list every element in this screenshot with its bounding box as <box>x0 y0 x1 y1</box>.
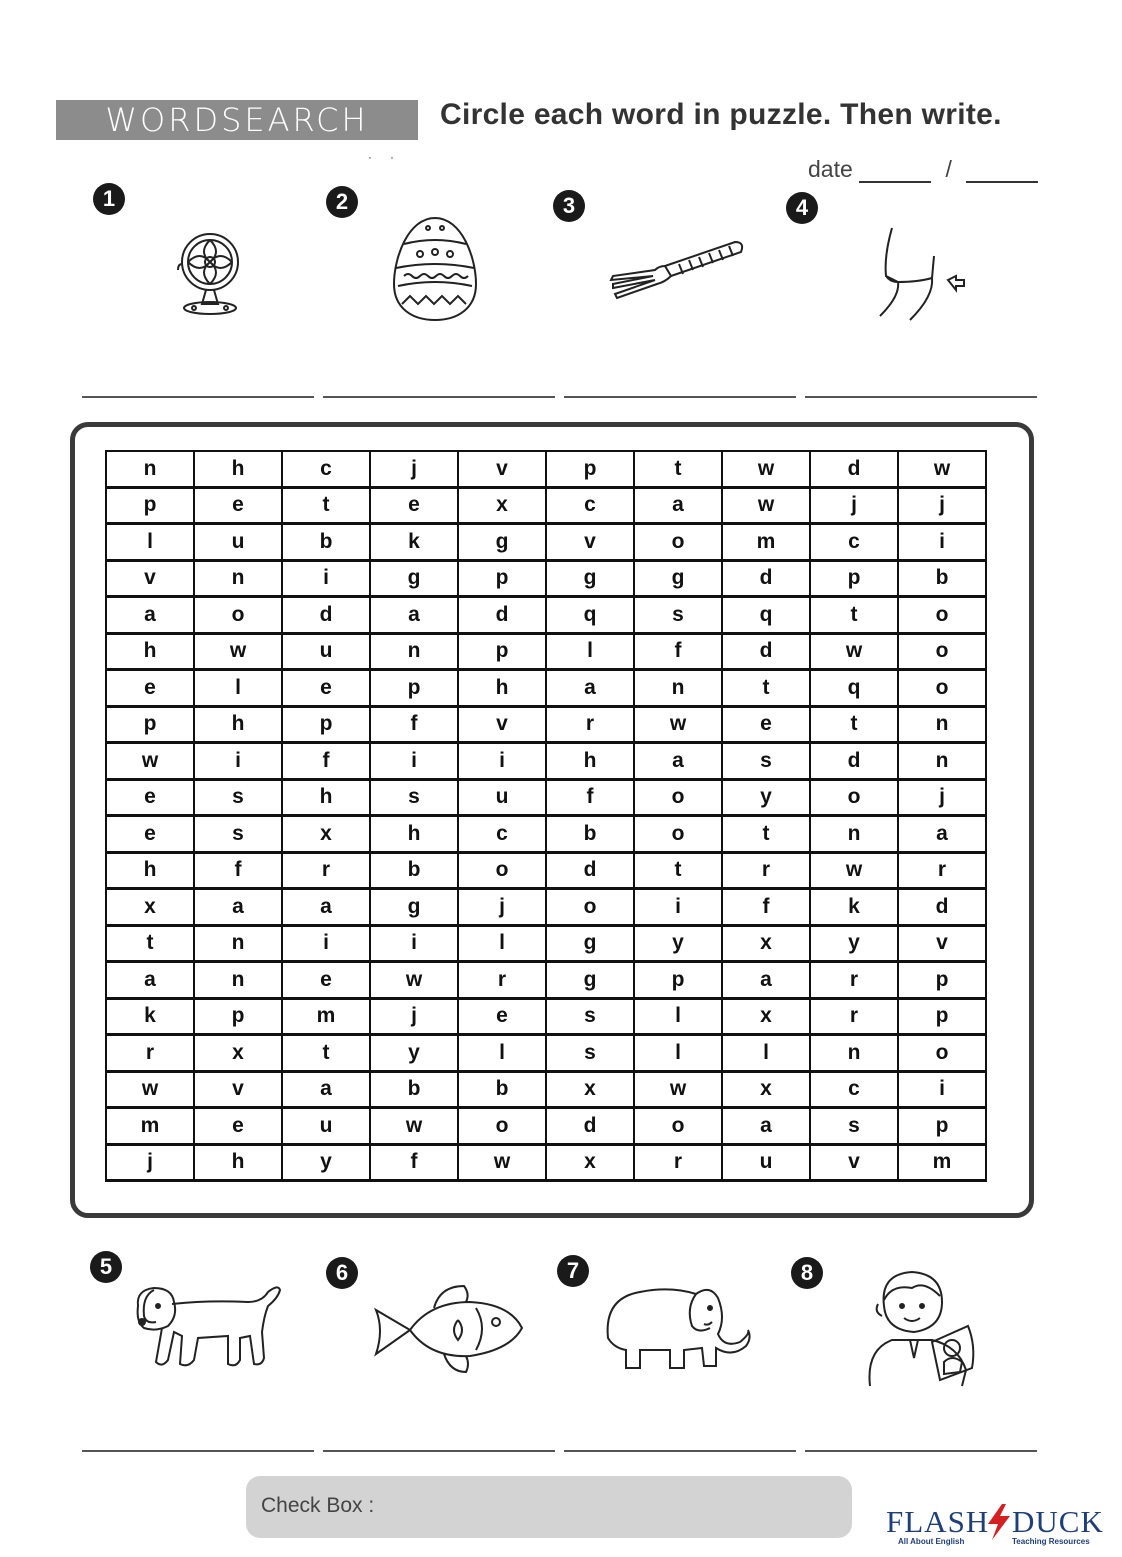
grid-cell[interactable]: o <box>634 816 722 853</box>
grid-row <box>106 487 986 524</box>
grid-cell[interactable]: g <box>370 560 458 597</box>
check-box-label: Check Box : <box>261 1494 375 1517</box>
answer-line-2[interactable] <box>323 396 555 398</box>
grid-cell[interactable]: f <box>546 779 634 816</box>
grid-cell[interactable]: d <box>282 597 370 634</box>
grid-cell[interactable]: h <box>194 1144 282 1181</box>
grid-cell[interactable]: h <box>458 670 546 707</box>
grid-cell[interactable]: y <box>282 1144 370 1181</box>
grid-cell[interactable]: p <box>106 706 194 743</box>
grid-cell[interactable]: n <box>898 743 986 780</box>
grid-cell[interactable]: i <box>898 1071 986 1108</box>
grid-cell[interactable]: x <box>194 1035 282 1072</box>
grid-row <box>106 779 986 816</box>
grid-cell[interactable]: g <box>370 889 458 926</box>
easter-egg-icon <box>390 214 480 324</box>
grid-cell[interactable]: w <box>810 852 898 889</box>
grid-cell[interactable]: w <box>458 1144 546 1181</box>
date-separator: / <box>945 156 952 182</box>
grid-cell[interactable]: a <box>370 597 458 634</box>
grid-cell[interactable]: x <box>106 889 194 926</box>
grid-cell[interactable]: s <box>546 1035 634 1072</box>
grid-cell[interactable]: x <box>722 998 810 1035</box>
number-badge-6: 6 <box>326 1257 358 1289</box>
grid-cell[interactable]: n <box>194 925 282 962</box>
grid-cell[interactable]: n <box>194 560 282 597</box>
grid-cell[interactable]: n <box>898 706 986 743</box>
grid-cell[interactable]: i <box>194 743 282 780</box>
grid-cell[interactable]: s <box>194 816 282 853</box>
grid-cell[interactable]: d <box>458 597 546 634</box>
grid-cell[interactable]: q <box>722 597 810 634</box>
grid-cell[interactable]: e <box>194 1108 282 1145</box>
answer-line-8[interactable] <box>805 1450 1037 1452</box>
grid-cell[interactable]: v <box>458 451 546 487</box>
grid-cell[interactable]: s <box>194 779 282 816</box>
grid-cell[interactable]: h <box>370 816 458 853</box>
grid-cell[interactable]: v <box>194 1071 282 1108</box>
grid-cell[interactable]: o <box>546 889 634 926</box>
grid-cell[interactable]: p <box>458 560 546 597</box>
number-badge-1: 1 <box>93 183 125 215</box>
grid-cell[interactable]: p <box>810 560 898 597</box>
grid-cell[interactable]: f <box>282 743 370 780</box>
grid-row <box>106 451 986 487</box>
grid-cell[interactable]: x <box>546 1144 634 1181</box>
grid-cell[interactable]: m <box>722 524 810 561</box>
grid-cell[interactable]: e <box>282 962 370 999</box>
grid-cell[interactable]: u <box>194 524 282 561</box>
grid-row <box>106 597 986 634</box>
grid-cell[interactable]: t <box>634 852 722 889</box>
grid-cell[interactable]: v <box>458 706 546 743</box>
grid-cell[interactable]: k <box>106 998 194 1035</box>
grid-cell[interactable]: h <box>194 451 282 487</box>
grid-row <box>106 852 986 889</box>
grid-cell[interactable]: a <box>722 962 810 999</box>
answer-line-1[interactable] <box>82 396 314 398</box>
fan-icon <box>168 220 248 320</box>
grid-cell[interactable]: r <box>282 852 370 889</box>
grid-cell[interactable]: d <box>810 743 898 780</box>
grid-cell[interactable]: o <box>634 1108 722 1145</box>
grid-cell[interactable]: w <box>722 487 810 524</box>
grid-cell[interactable]: g <box>546 560 634 597</box>
grid-cell[interactable]: w <box>194 633 282 670</box>
grid-cell[interactable]: y <box>810 925 898 962</box>
grid-cell[interactable]: e <box>106 779 194 816</box>
grid-cell[interactable]: u <box>458 779 546 816</box>
brand-tagline-left: All About English <box>898 1537 965 1546</box>
grid-cell[interactable]: j <box>106 1144 194 1181</box>
grid-cell[interactable]: i <box>634 889 722 926</box>
brand-right-text: DUCK <box>1012 1504 1104 1539</box>
grid-cell[interactable]: n <box>106 451 194 487</box>
grid-cell[interactable]: p <box>634 962 722 999</box>
grid-cell[interactable]: l <box>194 670 282 707</box>
grid-cell[interactable]: e <box>458 998 546 1035</box>
grid-cell[interactable]: x <box>722 1071 810 1108</box>
grid-cell[interactable]: t <box>810 706 898 743</box>
grid-cell[interactable]: o <box>458 1108 546 1145</box>
grid-cell[interactable]: p <box>458 633 546 670</box>
grid-cell[interactable]: d <box>546 1108 634 1145</box>
grid-cell[interactable]: n <box>810 816 898 853</box>
grid-cell[interactable]: i <box>370 925 458 962</box>
number-badge-3: 3 <box>553 190 585 222</box>
grid-cell[interactable]: x <box>282 816 370 853</box>
grid-cell[interactable]: s <box>722 743 810 780</box>
grid-cell[interactable]: t <box>106 925 194 962</box>
grid-cell[interactable]: w <box>370 1108 458 1145</box>
grid-row <box>106 925 986 962</box>
date-blank-month[interactable] <box>859 159 931 183</box>
grid-cell[interactable]: i <box>370 743 458 780</box>
grid-cell[interactable]: u <box>282 633 370 670</box>
number-badge-8: 8 <box>791 1257 823 1289</box>
lightning-bolt-icon <box>984 1502 1014 1542</box>
grid-cell[interactable]: b <box>282 524 370 561</box>
grid-row <box>106 998 986 1035</box>
grid-cell[interactable]: b <box>898 560 986 597</box>
grid-cell[interactable]: p <box>898 1108 986 1145</box>
grid-cell[interactable]: w <box>898 451 986 487</box>
grid-cell[interactable]: a <box>634 743 722 780</box>
grid-cell[interactable]: a <box>194 889 282 926</box>
grid-row <box>106 889 986 926</box>
grid-cell[interactable]: q <box>546 597 634 634</box>
grid-cell[interactable]: a <box>106 597 194 634</box>
grid-cell[interactable]: l <box>634 998 722 1035</box>
grid-cell[interactable]: i <box>282 925 370 962</box>
grid-cell[interactable]: v <box>106 560 194 597</box>
grid-row <box>106 706 986 743</box>
grid-cell[interactable]: g <box>458 524 546 561</box>
grid-cell[interactable]: h <box>106 852 194 889</box>
check-box[interactable] <box>246 1476 852 1538</box>
grid-cell[interactable]: w <box>106 1071 194 1108</box>
grid-cell[interactable]: f <box>722 889 810 926</box>
answer-line-5[interactable] <box>82 1450 314 1452</box>
grid-cell[interactable]: s <box>546 998 634 1035</box>
grid-cell[interactable]: o <box>898 597 986 634</box>
grid-cell[interactable]: t <box>634 451 722 487</box>
grid-cell[interactable]: d <box>546 852 634 889</box>
grid-cell[interactable]: b <box>458 1071 546 1108</box>
fork-icon <box>605 236 745 302</box>
grid-cell[interactable]: y <box>634 925 722 962</box>
grid-row <box>106 670 986 707</box>
grid-cell[interactable]: v <box>810 1144 898 1181</box>
grid-row <box>106 816 986 853</box>
grid-cell[interactable]: r <box>634 1144 722 1181</box>
number-badge-7: 7 <box>557 1255 589 1287</box>
grid-cell[interactable]: t <box>282 1035 370 1072</box>
grid-cell[interactable]: i <box>458 743 546 780</box>
dog-icon <box>128 1276 288 1376</box>
grid-cell[interactable]: k <box>810 889 898 926</box>
grid-row <box>106 633 986 670</box>
grid-row <box>106 962 986 999</box>
number-badge-2: 2 <box>326 186 358 218</box>
grid-cell[interactable]: n <box>370 633 458 670</box>
grid-cell[interactable]: d <box>810 451 898 487</box>
grid-cell[interactable]: o <box>194 597 282 634</box>
grid-cell[interactable]: p <box>898 962 986 999</box>
grid-cell[interactable]: i <box>898 524 986 561</box>
number-badge-4: 4 <box>786 192 818 224</box>
grid-cell[interactable]: o <box>634 779 722 816</box>
number-badge-5: 5 <box>90 1251 122 1283</box>
grid-cell[interactable]: m <box>106 1108 194 1145</box>
grid-cell[interactable]: j <box>458 889 546 926</box>
answer-line-4[interactable] <box>805 396 1037 398</box>
grid-cell[interactable]: d <box>898 889 986 926</box>
grid-cell[interactable]: e <box>106 670 194 707</box>
grid-cell[interactable]: x <box>722 925 810 962</box>
grid-cell[interactable]: s <box>810 1108 898 1145</box>
wordsearch-grid <box>105 450 987 1182</box>
grid-cell[interactable]: h <box>546 743 634 780</box>
grid-cell[interactable]: a <box>106 962 194 999</box>
grid-cell[interactable]: f <box>370 1144 458 1181</box>
grid-cell[interactable]: r <box>898 852 986 889</box>
grid-cell[interactable]: e <box>194 487 282 524</box>
grid-cell[interactable]: d <box>722 633 810 670</box>
grid-cell[interactable]: x <box>458 487 546 524</box>
grid-cell[interactable]: o <box>898 670 986 707</box>
instruction-text: Circle each word in puzzle. Then write. <box>440 98 1002 131</box>
grid-cell[interactable]: m <box>898 1144 986 1181</box>
grid-cell[interactable]: v <box>546 524 634 561</box>
grid-cell[interactable]: g <box>546 925 634 962</box>
grid-cell[interactable]: h <box>194 706 282 743</box>
grid-cell[interactable]: o <box>458 852 546 889</box>
grid-row <box>106 1108 986 1145</box>
grid-cell[interactable]: t <box>722 816 810 853</box>
grid-cell[interactable]: n <box>810 1035 898 1072</box>
grid-cell[interactable]: a <box>898 816 986 853</box>
grid-cell[interactable]: w <box>106 743 194 780</box>
fish-icon <box>370 1280 530 1380</box>
grid-cell[interactable]: s <box>370 779 458 816</box>
grid-cell[interactable]: l <box>458 925 546 962</box>
grid-cell[interactable]: f <box>370 706 458 743</box>
grid-cell[interactable]: a <box>282 889 370 926</box>
grid-cell[interactable]: r <box>810 998 898 1035</box>
grid-cell[interactable]: r <box>546 706 634 743</box>
grid-cell[interactable]: y <box>370 1035 458 1072</box>
answer-line-3[interactable] <box>564 396 796 398</box>
grid-cell[interactable]: v <box>898 925 986 962</box>
grid-cell[interactable]: l <box>106 524 194 561</box>
grid-cell[interactable]: t <box>810 597 898 634</box>
grid-cell[interactable]: h <box>282 779 370 816</box>
grid-cell[interactable]: e <box>282 670 370 707</box>
grid-cell[interactable]: x <box>546 1071 634 1108</box>
grid-cell[interactable]: j <box>898 779 986 816</box>
grid-cell[interactable]: q <box>810 670 898 707</box>
grid-cell[interactable]: k <box>370 524 458 561</box>
grid-cell[interactable]: c <box>458 816 546 853</box>
grid-cell[interactable]: r <box>458 962 546 999</box>
grid-cell[interactable]: b <box>370 852 458 889</box>
grid-cell[interactable]: c <box>282 451 370 487</box>
answer-line-6[interactable] <box>323 1450 555 1452</box>
elephant-icon <box>600 1278 756 1378</box>
grid-row <box>106 1035 986 1072</box>
grid-cell[interactable]: w <box>370 962 458 999</box>
date-label: date <box>808 156 853 182</box>
grid-cell[interactable]: h <box>106 633 194 670</box>
grid-cell[interactable]: w <box>634 1071 722 1108</box>
grid-cell[interactable]: j <box>370 451 458 487</box>
grid-cell[interactable]: e <box>106 816 194 853</box>
grid-cell[interactable]: o <box>898 633 986 670</box>
grid-cell[interactable]: w <box>634 706 722 743</box>
grid-row <box>106 1071 986 1108</box>
grid-cell[interactable]: p <box>194 998 282 1035</box>
grid-cell[interactable]: o <box>810 779 898 816</box>
grid-cell[interactable]: r <box>810 962 898 999</box>
brand-logo <box>884 1504 1114 1552</box>
grid-row <box>106 560 986 597</box>
grid-cell[interactable]: w <box>810 633 898 670</box>
grid-cell[interactable]: m <box>282 998 370 1035</box>
grid-cell[interactable]: a <box>634 487 722 524</box>
grid-row <box>106 743 986 780</box>
grid-cell[interactable]: c <box>546 487 634 524</box>
grid-cell[interactable]: p <box>898 998 986 1035</box>
decorative-dots: ·· <box>368 150 412 164</box>
grid-cell[interactable]: r <box>722 852 810 889</box>
grid-row <box>106 524 986 561</box>
grid-cell[interactable]: j <box>898 487 986 524</box>
grid-cell[interactable]: a <box>282 1071 370 1108</box>
grid-cell[interactable]: l <box>634 1035 722 1072</box>
grid-cell[interactable]: p <box>370 670 458 707</box>
grid-cell[interactable]: n <box>634 670 722 707</box>
grid-cell[interactable]: c <box>810 524 898 561</box>
grid-cell[interactable]: p <box>282 706 370 743</box>
grid-cell[interactable]: r <box>106 1035 194 1072</box>
grid-cell[interactable]: o <box>898 1035 986 1072</box>
grid-cell[interactable]: t <box>282 487 370 524</box>
grid-cell[interactable]: o <box>634 524 722 561</box>
grid-cell[interactable]: e <box>722 706 810 743</box>
grid-cell[interactable]: d <box>722 560 810 597</box>
boy-with-photo-icon <box>862 1266 982 1390</box>
grid-cell[interactable]: i <box>282 560 370 597</box>
grid-cell[interactable]: g <box>546 962 634 999</box>
grid-cell[interactable]: w <box>722 451 810 487</box>
brand-tagline-right: Teaching Resources <box>1012 1537 1090 1546</box>
grid-cell[interactable]: u <box>282 1108 370 1145</box>
elbow-icon <box>870 226 970 322</box>
grid-cell[interactable]: p <box>106 487 194 524</box>
grid-cell[interactable]: a <box>722 1108 810 1145</box>
date-blank-day[interactable] <box>966 159 1038 183</box>
date-field <box>808 156 1038 183</box>
grid-cell[interactable]: j <box>370 998 458 1035</box>
grid-cell[interactable]: a <box>546 670 634 707</box>
grid-cell[interactable]: f <box>634 633 722 670</box>
grid-cell[interactable]: t <box>722 670 810 707</box>
grid-cell[interactable]: g <box>634 560 722 597</box>
wordsearch-banner: WORDSEARCH <box>56 100 418 140</box>
brand-left-text: FLASH <box>886 1504 990 1539</box>
grid-row <box>106 1144 986 1181</box>
grid-cell[interactable]: b <box>546 816 634 853</box>
grid-cell[interactable]: f <box>194 852 282 889</box>
grid-cell[interactable]: n <box>194 962 282 999</box>
grid-cell[interactable]: l <box>458 1035 546 1072</box>
grid-cell[interactable]: l <box>722 1035 810 1072</box>
grid-cell[interactable]: e <box>370 487 458 524</box>
grid-cell[interactable]: c <box>810 1071 898 1108</box>
grid-cell[interactable]: u <box>722 1144 810 1181</box>
grid-cell[interactable]: y <box>722 779 810 816</box>
grid-cell[interactable]: l <box>546 633 634 670</box>
answer-line-7[interactable] <box>564 1450 796 1452</box>
grid-cell[interactable]: p <box>546 451 634 487</box>
grid-cell[interactable]: s <box>634 597 722 634</box>
grid-cell[interactable]: j <box>810 487 898 524</box>
grid-cell[interactable]: b <box>370 1071 458 1108</box>
